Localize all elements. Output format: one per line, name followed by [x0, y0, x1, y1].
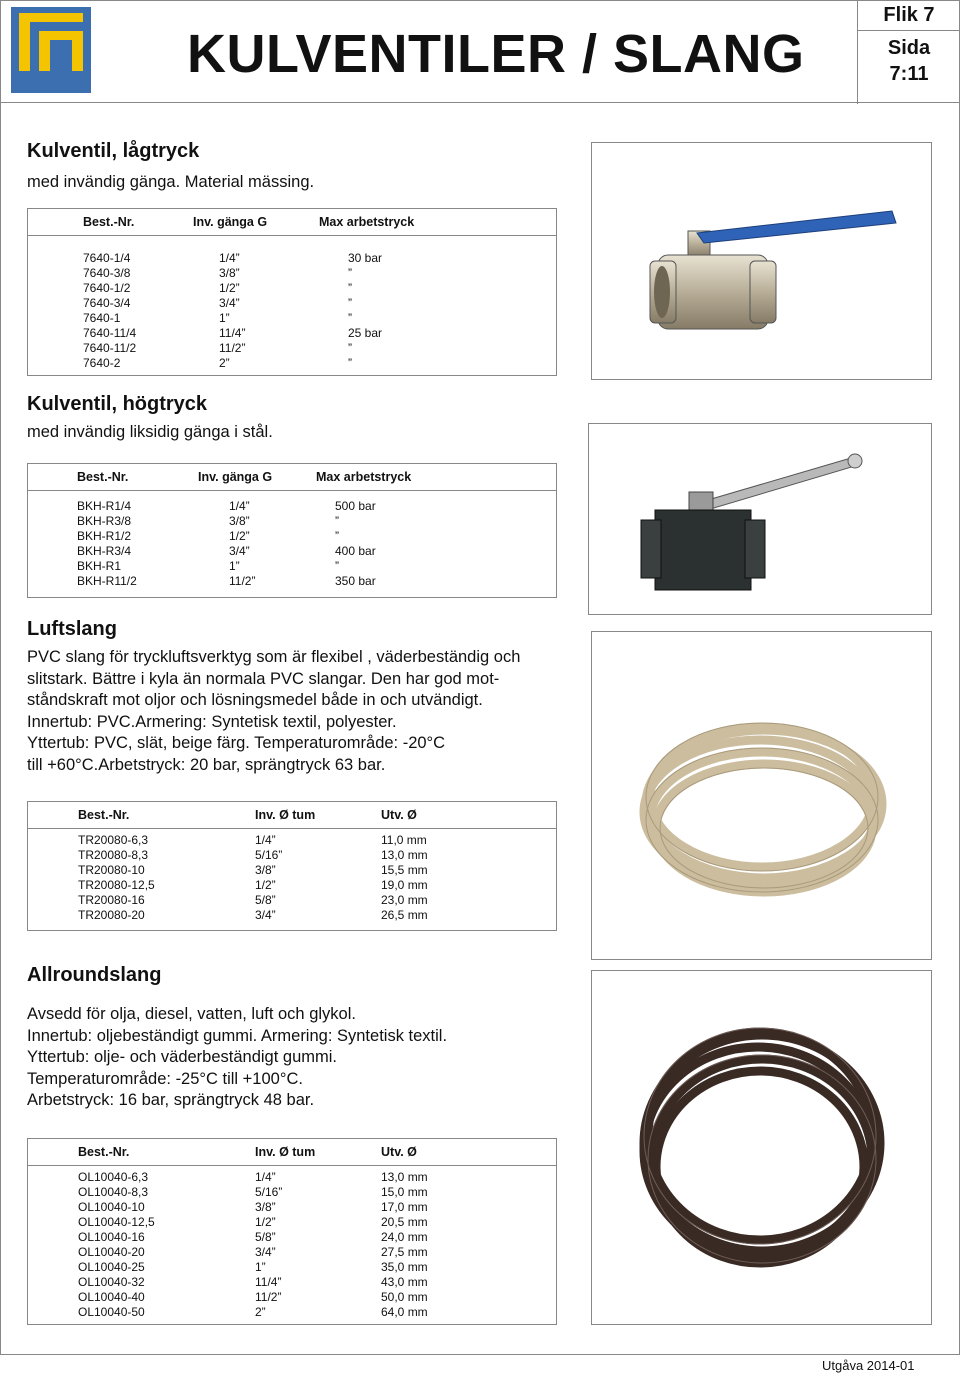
table-cell: ”	[348, 356, 352, 370]
table-cell: 25 bar	[348, 326, 383, 340]
table-cell: TR20080-20	[78, 908, 145, 922]
table-cell: OL10040-50	[78, 1305, 145, 1319]
table-cell: 7640-11/2	[83, 341, 137, 355]
section-description: med invändig liksidig gänga i stål.	[27, 423, 273, 441]
table-row	[28, 1275, 556, 1290]
table-row	[28, 356, 556, 371]
table-row	[28, 833, 556, 848]
section-description: med invändig gänga. Material mässing.	[27, 173, 315, 191]
table-cell: 1/2”	[255, 878, 276, 892]
black-rubber-hose-coil-icon	[592, 971, 931, 1324]
table-row	[28, 266, 556, 281]
table-cell: 5/16”	[255, 1185, 283, 1199]
table-cell: ”	[348, 281, 352, 295]
table-row	[28, 1200, 556, 1215]
table-cell: BKH-R11/2	[77, 574, 137, 588]
table-cell: ”	[348, 341, 352, 355]
column-header: Max arbetstryck	[316, 470, 412, 484]
column-header: Utv. Ø	[381, 1145, 417, 1159]
table-cell: TR20080-10	[78, 863, 145, 877]
table-cell: 1/4”	[219, 251, 240, 265]
section-description: PVC slang för tryckluftsverktyg som är flexibel , väderbeständig och slitstark. Bättre i kyla än normala PVC slangar. Den har god mot- ståndskraft mot oljor och lösningsmedel både in och utvändigt. Innertub: PVC.Armering: Syntetisk textil, polyester. Yttertub: PVC, slät, beige färg. Temperaturområde: -20°C till +60°C.Arbetstryck: 20 bar, sprängtryck 63 bar.	[27, 648, 521, 774]
table-cell: 3/8”	[255, 1200, 276, 1214]
page-header	[0, 0, 960, 103]
column-header: Best.-Nr.	[77, 470, 129, 484]
table-cell: 400 bar	[335, 544, 376, 558]
table-row	[28, 326, 556, 341]
table-row	[28, 1245, 556, 1260]
table-cell: 13,0 mm	[381, 1170, 428, 1184]
table-cell: OL10040-10	[78, 1200, 145, 1214]
table-cell: 64,0 mm	[381, 1305, 428, 1319]
table-cell: 11,0 mm	[381, 833, 427, 847]
brass-ball-valve-icon	[592, 143, 931, 379]
table-row	[28, 908, 556, 923]
table-cell: OL10040-8,3	[78, 1185, 149, 1199]
table-cell: OL10040-20	[78, 1245, 145, 1259]
table-row	[28, 893, 556, 908]
table-row	[28, 251, 556, 266]
table-cell: 3/4”	[229, 544, 250, 558]
table-cell: 30 bar	[348, 251, 383, 265]
table-body	[28, 1170, 556, 1320]
column-header: Inv. Ø tum	[255, 1145, 316, 1159]
table-header	[28, 1139, 556, 1166]
table-cell: 23,0 mm	[381, 893, 428, 907]
table-cell: 2”	[219, 356, 230, 370]
table-row	[28, 1290, 556, 1305]
table-cell: 1/2”	[219, 281, 240, 295]
table-header	[28, 209, 556, 236]
table-cell: 3/4”	[255, 1245, 276, 1259]
column-header: Inv. Ø tum	[255, 808, 316, 822]
table-cell: TR20080-16	[78, 893, 145, 907]
table-header	[28, 802, 556, 829]
table-cell: 3/8”	[219, 266, 240, 280]
table-cell: 1/2”	[229, 529, 250, 543]
table-row	[28, 341, 556, 356]
table-cell: 50,0 mm	[381, 1290, 428, 1304]
table-row	[28, 1305, 556, 1320]
table-cell: 27,5 mm	[381, 1245, 428, 1259]
table-cell: 35,0 mm	[381, 1260, 428, 1274]
table-row	[28, 559, 556, 574]
table-cell: 2”	[255, 1305, 266, 1319]
table-cell: OL10040-16	[78, 1230, 145, 1244]
section-title-kulventil-lagtryck: Kulventil, lågtryck	[27, 140, 200, 162]
table-cell: 20,5 mm	[381, 1215, 428, 1229]
table-cell: 26,5 mm	[381, 908, 428, 922]
column-header: Inv. gänga G	[198, 470, 273, 484]
sida-label: Sida	[887, 37, 931, 59]
column-header: Inv. gänga G	[193, 215, 268, 229]
table-body	[28, 251, 556, 371]
table-cell: 11/4”	[219, 326, 246, 340]
table-row	[28, 514, 556, 529]
column-header: Utv. Ø	[381, 808, 417, 822]
edition-label: Utgåva 2014-01	[822, 1358, 915, 1373]
product-photo-frame	[591, 631, 932, 960]
table-cell: OL10040-12,5	[78, 1215, 155, 1229]
table-cell: BKH-R3/8	[77, 514, 132, 528]
column-header: Best.-Nr.	[83, 215, 135, 229]
table-row	[28, 281, 556, 296]
table-cell: TR20080-12,5	[78, 878, 155, 892]
table-cell: 3/4”	[219, 296, 240, 310]
table-cell: BKH-R1/2	[77, 529, 132, 543]
table-cell: TR20080-8,3	[78, 848, 149, 862]
section-title-allroundslang: Allroundslang	[27, 964, 162, 986]
table-cell: 24,0 mm	[381, 1230, 428, 1244]
page-number-box	[857, 1, 960, 104]
table-cell: 7640-3/8	[83, 266, 131, 280]
table-cell: ”	[348, 311, 352, 325]
table-cell: 1”	[229, 559, 240, 573]
table-row	[28, 296, 556, 311]
table-cell: 7640-3/4	[83, 296, 131, 310]
table-cell: 5/8”	[255, 1230, 276, 1244]
spec-table-kulventil-hogtryck	[27, 463, 557, 598]
table-cell: 11/2”	[229, 574, 256, 588]
spec-table-luftslang	[27, 801, 557, 931]
table-row	[28, 1215, 556, 1230]
table-cell: 11/2”	[255, 1290, 282, 1304]
logo-text: GERM AB	[17, 75, 85, 92]
beige-pvc-hose-coil-icon	[592, 632, 931, 959]
sida-number: 7:11	[889, 63, 929, 85]
table-header	[28, 464, 556, 491]
table-row	[28, 1260, 556, 1275]
table-cell: BKH-R1/4	[77, 499, 132, 513]
table-cell: BKH-R3/4	[77, 544, 132, 558]
column-header: Best.-Nr.	[78, 808, 130, 822]
table-cell: 7640-2	[83, 356, 121, 370]
table-row	[28, 1170, 556, 1185]
table-cell: 43,0 mm	[381, 1275, 428, 1289]
table-row	[28, 499, 556, 514]
table-cell: BKH-R1	[77, 559, 122, 573]
section-title-luftslang: Luftslang	[27, 618, 117, 640]
table-cell: OL10040-40	[78, 1290, 145, 1304]
steel-ball-valve-icon	[589, 424, 931, 614]
table-row	[28, 311, 556, 326]
table-cell: ”	[335, 514, 339, 528]
table-cell: ”	[335, 559, 339, 573]
table-cell: 7640-1/4	[83, 251, 131, 265]
table-cell: 1/4”	[255, 1170, 276, 1184]
product-photo-frame	[591, 970, 932, 1325]
table-cell: TR20080-6,3	[78, 833, 149, 847]
spec-table-kulventil-lagtryck	[27, 208, 557, 376]
section-description: Avsedd för olja, diesel, vatten, luft och glykol. Innertub: oljebeständigt gummi. Armering: Syntetisk textil. Yttertub: olje- och väderbeständigt gummi. Temperaturområde: -25°C till +100°C. Arbetstryck: 16 bar, sprängtryck 48 bar.	[27, 1005, 448, 1109]
table-row	[28, 863, 556, 878]
page-title: KULVENTILER / SLANG	[187, 24, 805, 84]
table-cell: OL10040-6,3	[78, 1170, 149, 1184]
spec-table-allroundslang	[27, 1138, 557, 1325]
table-row	[28, 1185, 556, 1200]
table-cell: OL10040-32	[78, 1275, 145, 1289]
table-cell: 3/4”	[255, 908, 276, 922]
table-row	[28, 1230, 556, 1245]
table-cell: 11/4”	[255, 1275, 282, 1289]
table-row	[28, 878, 556, 893]
table-row	[28, 529, 556, 544]
table-cell: 19,0 mm	[381, 878, 428, 892]
table-cell: 5/16”	[255, 848, 283, 862]
product-photo-frame	[588, 423, 932, 615]
table-cell: 17,0 mm	[381, 1200, 428, 1214]
table-cell: ”	[335, 529, 339, 543]
table-body	[28, 499, 556, 589]
table-cell: 1/2”	[255, 1215, 276, 1229]
table-row	[28, 848, 556, 863]
column-header: Max arbetstryck	[319, 215, 415, 229]
table-row	[28, 544, 556, 559]
table-cell: 7640-1/2	[83, 281, 131, 295]
product-photo-frame	[591, 142, 932, 380]
table-cell: OL10040-25	[78, 1260, 145, 1274]
table-cell: 7640-11/4	[83, 326, 137, 340]
table-cell: ”	[348, 266, 352, 280]
table-cell: 7640-1	[83, 311, 121, 325]
table-cell: 15,0 mm	[381, 1185, 428, 1199]
table-cell: 1/4”	[255, 833, 276, 847]
table-cell: ”	[348, 296, 352, 310]
table-cell: 350 bar	[335, 574, 376, 588]
table-cell: 1/4”	[229, 499, 250, 513]
table-cell: 500 bar	[335, 499, 376, 513]
table-cell: 15,5 mm	[381, 863, 428, 877]
table-row	[28, 574, 556, 589]
table-cell: 1”	[255, 1260, 266, 1274]
flik-label: Flik 7	[858, 1, 960, 31]
table-cell: 11/2”	[219, 341, 246, 355]
table-cell: 3/8”	[229, 514, 250, 528]
section-title-kulventil-hogtryck: Kulventil, högtryck	[27, 393, 208, 415]
table-body	[28, 833, 556, 923]
table-cell: 1”	[219, 311, 230, 325]
table-cell: 5/8”	[255, 893, 276, 907]
table-cell: 13,0 mm	[381, 848, 428, 862]
table-cell: 3/8”	[255, 863, 276, 877]
column-header: Best.-Nr.	[78, 1145, 130, 1159]
